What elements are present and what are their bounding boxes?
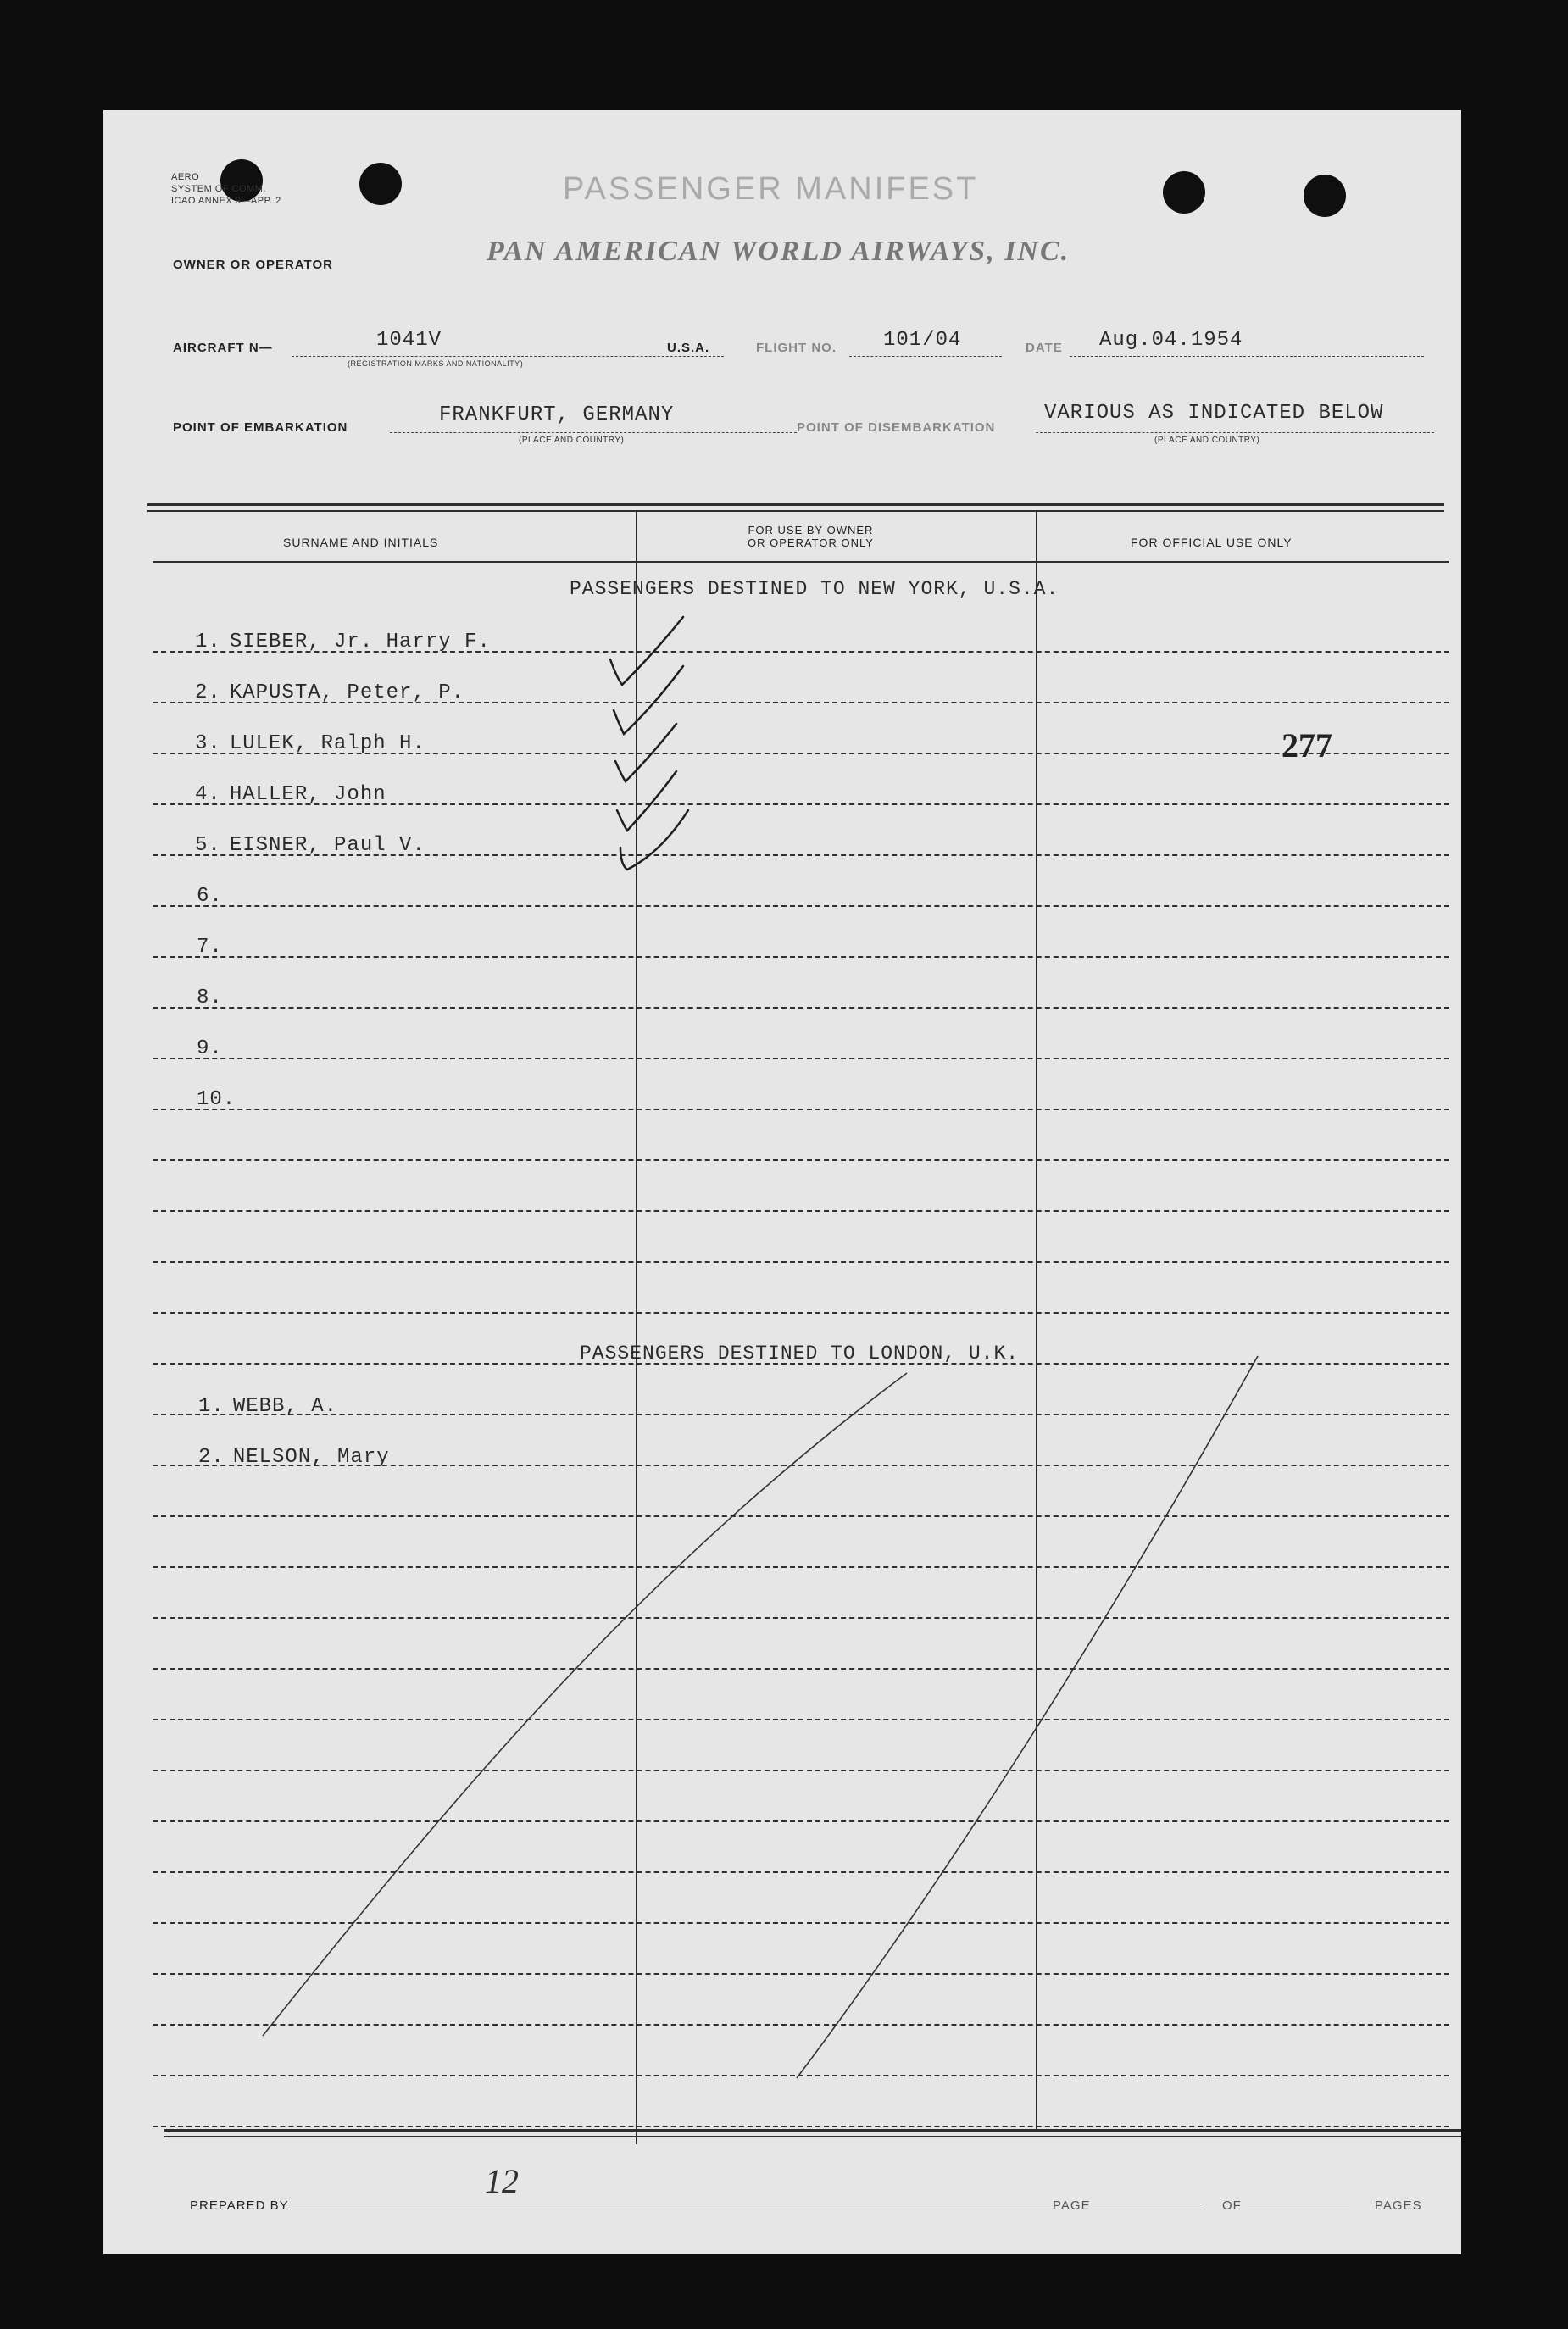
form-ref-line: AERO <box>171 172 200 182</box>
form-ref-line: SYSTEM OF COMM. <box>171 184 266 194</box>
manifest-page <box>103 110 1461 2254</box>
disembark-note: (PLACE AND COUNTRY) <box>1154 436 1260 445</box>
check-mark <box>620 810 688 870</box>
col-header-owner-line: FOR USE BY OWNER <box>748 524 874 536</box>
check-mark <box>610 617 683 685</box>
col-header-official: FOR OFFICIAL USE ONLY <box>1131 536 1293 549</box>
passenger-number: 8. <box>197 987 223 1009</box>
pages-label: PAGES <box>1375 2198 1422 2213</box>
passenger-name: HALLER, John <box>229 783 386 806</box>
date-value: Aug.04.1954 <box>1099 329 1243 352</box>
col-header-owner-line: OR OPERATOR ONLY <box>748 536 874 549</box>
disembark-label: POINT OF DISEMBARKATION <box>797 420 996 435</box>
passenger-name: NELSON, Mary <box>232 1446 390 1469</box>
passenger-number: 2. <box>195 681 221 704</box>
of-label: OF <box>1222 2198 1242 2213</box>
form-title: PASSENGER MANIFEST <box>563 171 979 207</box>
page-label: PAGE <box>1053 2198 1091 2213</box>
passenger-name: SIEBER, Jr. Harry F. <box>229 631 491 653</box>
passenger-name: KAPUSTA, Peter, P. <box>229 681 465 704</box>
passenger-number: 5. <box>195 834 221 857</box>
owner-label: OWNER OR OPERATOR <box>173 258 333 272</box>
passenger-number: 10. <box>197 1088 236 1111</box>
passenger-number: 7. <box>197 936 223 959</box>
passenger-number: 4. <box>195 783 221 806</box>
passenger-number: 6. <box>197 885 223 908</box>
official-mark: 277 <box>1282 726 1332 764</box>
passenger-name: EISNER, Paul V. <box>229 834 425 857</box>
flight-value: 101/04 <box>883 329 962 352</box>
group-heading-london: PASSENGERS DESTINED TO LONDON, U.K. <box>580 1342 1020 1365</box>
flight-label: FLIGHT NO. <box>756 341 837 355</box>
prepared-label: PREPARED BY <box>190 2198 289 2213</box>
embark-label: POINT OF EMBARKATION <box>173 420 348 435</box>
passenger-name: WEBB, A. <box>232 1395 338 1418</box>
company-name: PAN AMERICAN WORLD AIRWAYS, INC. <box>487 236 1070 267</box>
date-label: DATE <box>1026 341 1063 355</box>
aircraft-value: 1041V <box>376 329 442 352</box>
group-heading-new-york: PASSENGERS DESTINED TO NEW YORK, U.S.A. <box>570 578 1059 600</box>
prepared-signature: 12 <box>485 2162 519 2200</box>
strike-line <box>263 1373 907 2036</box>
passenger-number: 1. <box>198 1395 225 1418</box>
handwritten-marks <box>103 110 1461 2254</box>
embark-value: FRANKFURT, GERMANY <box>439 403 675 426</box>
col-header-surname: SURNAME AND INITIALS <box>283 536 439 549</box>
form-ref-line: ICAO ANNEX 9—APP. 2 <box>171 196 281 206</box>
strike-line <box>797 1356 1258 2078</box>
passenger-number: 3. <box>195 732 221 755</box>
passenger-number: 1. <box>195 631 221 653</box>
usa-label: U.S.A. <box>667 341 710 355</box>
registration-note: (REGISTRATION MARKS AND NATIONALITY) <box>348 359 524 368</box>
passenger-name: LULEK, Ralph H. <box>229 732 425 755</box>
disembark-value: VARIOUS AS INDICATED BELOW <box>1044 402 1384 425</box>
check-mark <box>614 666 683 734</box>
passenger-number: 9. <box>197 1037 223 1060</box>
aircraft-label: AIRCRAFT N— <box>173 341 273 355</box>
embark-note: (PLACE AND COUNTRY) <box>519 436 625 445</box>
passenger-number: 2. <box>198 1446 225 1469</box>
